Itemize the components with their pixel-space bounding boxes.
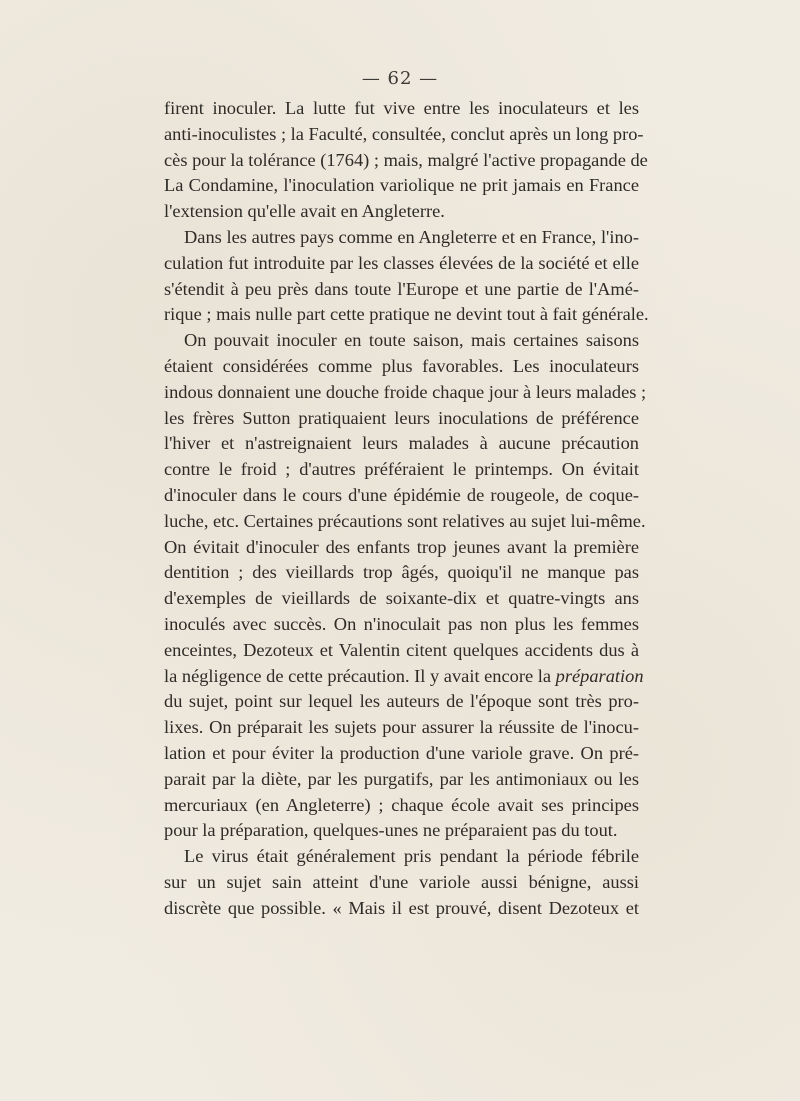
page-number: — 62 — <box>361 68 439 89</box>
text-line: discrète que possible. « Mais il est prouvé, disent Dezoteux et <box>164 897 639 918</box>
text-line <box>164 664 644 690</box>
body-text <box>164 96 649 922</box>
text-line: Le virus était généralement pris pendant la période fébrile <box>184 846 639 867</box>
text-line: On pouvait inoculer en toute saison, mais certaines saisons <box>184 330 639 351</box>
text-line: enceintes, Dezoteux et Valentin citent quelques accidents dus à <box>164 639 639 660</box>
text-line: pour la préparation, quelques-unes ne préparaient pas du tout. <box>164 820 618 841</box>
paragraph-2 <box>164 225 649 328</box>
text-line: dentition ; des vieillards trop âgés, quoiqu'il ne manque pas <box>164 562 639 583</box>
text-line: inoculés avec succès. On n'inoculait pas non plus les femmes <box>164 613 639 634</box>
text-line: lation et pour éviter la production d'une variole grave. On pré- <box>164 742 639 763</box>
text-line: cès pour la tolérance (1764) ; mais, malgré l'active propagande de <box>164 149 648 170</box>
paragraph-4 <box>164 844 639 921</box>
text-line: s'étendit à peu près dans toute l'Europe et une partie de l'Amé- <box>164 278 639 299</box>
paragraph-1 <box>164 96 648 225</box>
italic-term: préparation <box>555 665 644 686</box>
text-line: firent inoculer. La lutte fut vive entre les inoculateurs et les <box>164 98 639 118</box>
text-line: rique ; mais nulle part cette pratique ne devint tout à fait générale. <box>164 304 649 325</box>
text-line: luche, etc. Certaines précautions sont relatives au sujet lui-même. <box>164 510 646 531</box>
text-line: Dans les autres pays comme en Angleterre et en France, l'ino- <box>184 226 639 247</box>
text-line: contre le froid ; d'autres préféraient le printemps. On évitait <box>164 459 639 480</box>
text-line: mercuriaux (en Angleterre) ; chaque école avait ses principes <box>164 794 639 815</box>
text-line: anti-inoculistes ; la Faculté, consultée, conclut après un long pro- <box>164 123 644 144</box>
text-line: d'inoculer dans le cours d'une épidémie de rougeole, de coque- <box>164 484 639 505</box>
text-line: On évitait d'inoculer des enfants trop jeunes avant la première <box>164 536 639 557</box>
text-line: les frères Sutton pratiquaient leurs inoculations de préférence <box>164 407 639 428</box>
text-line: indous donnaient une douche froide chaque jour à leurs malades ; <box>164 381 647 402</box>
text-line: culation fut introduite par les classes élevées de la société et elle <box>164 252 639 273</box>
text-line: La Condamine, l'inoculation variolique ne prit jamais en France <box>164 175 639 196</box>
text-line: l'hiver et n'astreignaient leurs malades à aucune précaution <box>164 433 639 454</box>
text-line: d'exemples de vieillards de soixante-dix et quatre-vingts ans <box>164 588 639 609</box>
text-line: lixes. On préparait les sujets pour assurer la réussite de l'inocu- <box>164 717 639 738</box>
paragraph-3 <box>164 328 647 844</box>
text-line: du sujet, point sur lequel les auteurs de l'époque sont très pro- <box>164 691 639 712</box>
text-line: sur un sujet sain atteint d'une variole aussi bénigne, aussi <box>164 871 639 892</box>
text-line-segment: la négligence de cette précaution. Il y avait encore la <box>164 665 552 686</box>
text-line: parait par la diète, par les purgatifs, par les antimoniaux ou les <box>164 768 639 789</box>
text-line: l'extension qu'elle avait en Angleterre. <box>164 201 445 222</box>
text-line: étaient considérées comme plus favorables. Les inoculateurs <box>164 355 639 376</box>
